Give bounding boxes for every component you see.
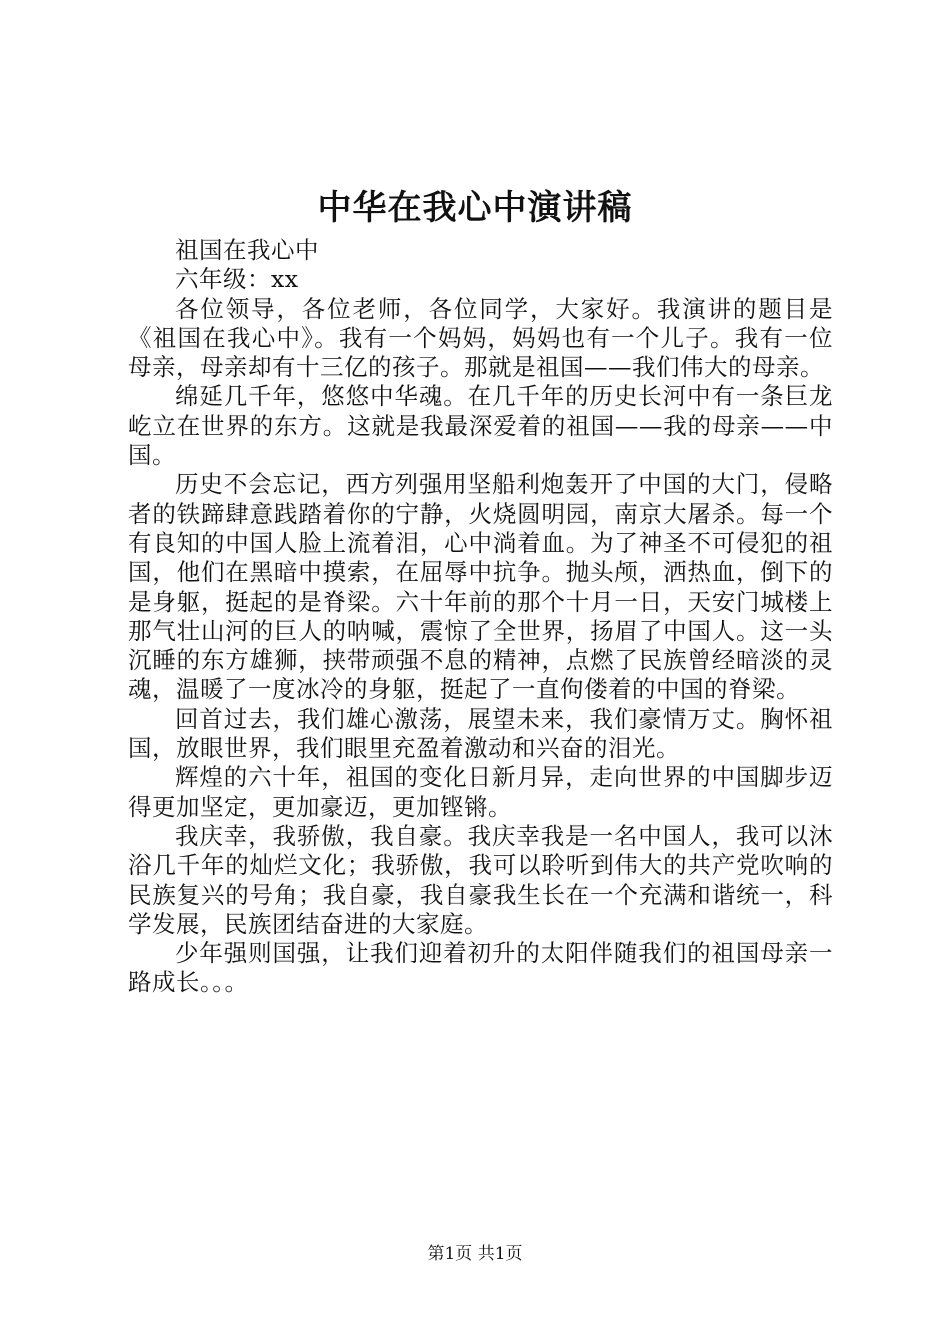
body-paragraph: 少年强则国强，让我们迎着初升的太阳伴随我们的祖国母亲一路成长。。。 bbox=[128, 939, 833, 997]
page-number-footer: 第1页 共1页 bbox=[427, 1244, 523, 1264]
speaker-grade: 六年级：xx bbox=[175, 265, 299, 294]
speech-subtitle: 祖国在我心中 bbox=[175, 236, 319, 264]
document-title: 中华在我心中演讲稿 bbox=[317, 188, 633, 228]
body-paragraph: 我庆幸，我骄傲，我自豪。我庆幸我是一名中国人，我可以沐浴几千年的灿烂文化；我骄傲，我可以聆听到伟大的共产党吹响的民族复兴的号角；我自豪，我自豪我生长在一个充满和谐统一，科学发展，民族团结奋进的大家庭。 bbox=[128, 821, 833, 938]
body-paragraph: 辉煌的六十年，祖国的变化日新月异，走向世界的中国脚步迈得更加坚定，更加豪迈，更加铿锵。 bbox=[128, 763, 833, 821]
body-paragraph: 历史不会忘记，西方列强用坚船利炮轰开了中国的大门，侵略者的铁蹄肆意践踏着你的宁静，火烧圆明园，南京大屠杀。每一个有良知的中国人脸上流着泪，心中淌着血。为了神圣不可侵犯的祖国，他们在黑暗中摸索，在屈辱中抗争。抛头颅，洒热血，倒下的是身躯，挺起的是脊梁。六十年前的那个十月一日，天安门城楼上那气壮山河的巨人的呐喊，震惊了全世界，扬眉了中国人。这一头沉睡的东方雄狮，挟带顽强不息的精神，点燃了民族曾经暗淡的灵魂，温暖了一度冰冷的身躯，挺起了一直佝偻着的中国的脊梁。 bbox=[128, 470, 833, 704]
body-paragraph: 绵延几千年，悠悠中华魂。在几千年的历史长河中有一条巨龙屹立在世界的东方。这就是我最深爱着的祖国——我的母亲——中国。 bbox=[128, 382, 833, 470]
body-paragraph: 各位领导，各位老师，各位同学，大家好。我演讲的题目是《祖国在我心中》。我有一个妈妈，妈妈也有一个儿子。我有一位母亲，母亲却有十三亿的孩子。那就是祖国——我们伟大的母亲。 bbox=[128, 294, 833, 382]
body-paragraph: 回首过去，我们雄心激荡，展望未来，我们豪情万丈。胸怀祖国，放眼世界，我们眼里充盈着激动和兴奋的泪光。 bbox=[128, 704, 833, 763]
document-body bbox=[128, 236, 833, 998]
